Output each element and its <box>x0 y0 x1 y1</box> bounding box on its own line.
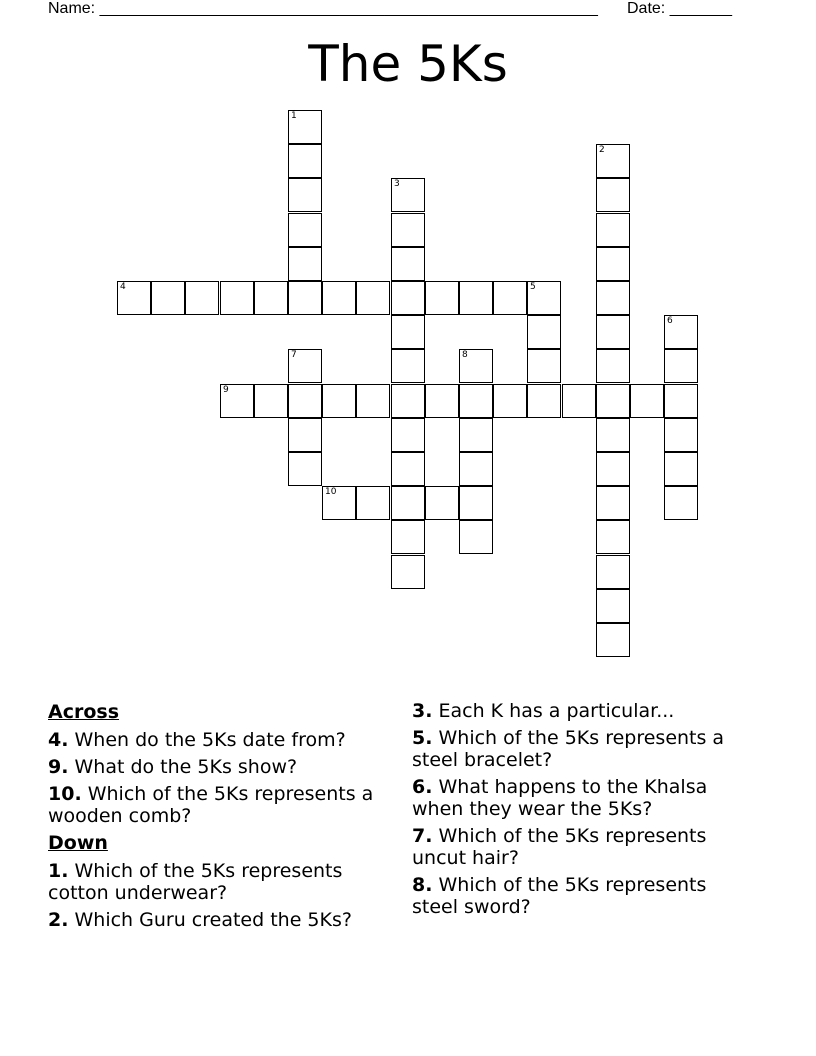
clue-number: 1. <box>48 860 69 882</box>
crossword-cell[interactable] <box>596 520 630 554</box>
clue-number: 2. <box>48 909 69 931</box>
crossword-cell[interactable] <box>185 281 219 315</box>
crossword-cell[interactable] <box>493 384 527 418</box>
clue-text: Which of the 5Ks represents uncut hair? <box>412 825 707 869</box>
crossword-cell[interactable] <box>459 384 493 418</box>
crossword-cell[interactable] <box>391 349 425 383</box>
crossword-cell[interactable] <box>527 349 561 383</box>
clue-text: Which of the 5Ks represents a steel bracelet? <box>412 727 725 771</box>
crossword-cell[interactable] <box>391 555 425 589</box>
clue-number-label: 1 <box>291 111 297 121</box>
crossword-cell[interactable] <box>596 452 630 486</box>
crossword-cell[interactable] <box>356 384 390 418</box>
clue-number-label: 4 <box>120 282 126 292</box>
clue-item <box>412 700 757 722</box>
crossword-cell[interactable] <box>391 178 425 212</box>
clue-number: 6. <box>412 776 433 798</box>
crossword-cell[interactable] <box>220 281 254 315</box>
crossword-cell[interactable] <box>288 213 322 247</box>
crossword-cell[interactable] <box>391 315 425 349</box>
crossword-cell[interactable] <box>596 213 630 247</box>
clues-left-column <box>48 700 393 936</box>
crossword-cell[interactable] <box>596 623 630 657</box>
crossword-cell[interactable] <box>596 486 630 520</box>
clue-item <box>48 783 393 827</box>
name-field-label[interactable]: Name: ________________________________________________________ <box>48 0 598 17</box>
clue-number: 7. <box>412 825 433 847</box>
clue-number: 4. <box>48 729 69 751</box>
clue-item <box>412 727 757 771</box>
clue-text: Which of the 5Ks represents a wooden comb? <box>48 783 374 827</box>
crossword-cell[interactable] <box>562 384 596 418</box>
crossword-cell[interactable] <box>356 281 390 315</box>
crossword-cell[interactable] <box>596 315 630 349</box>
clue-number-label: 2 <box>599 145 605 155</box>
crossword-cell[interactable] <box>391 418 425 452</box>
crossword-cell[interactable] <box>391 452 425 486</box>
page-title: The 5Ks <box>308 35 508 93</box>
crossword-cell[interactable] <box>288 452 322 486</box>
crossword-cell[interactable] <box>220 384 254 418</box>
clue-number-label: 8 <box>462 350 468 360</box>
clue-number-label: 5 <box>530 282 536 292</box>
crossword-cell[interactable] <box>596 555 630 589</box>
crossword-cell[interactable] <box>459 418 493 452</box>
crossword-cell[interactable] <box>356 486 390 520</box>
crossword-cell[interactable] <box>664 315 698 349</box>
crossword-cell[interactable] <box>459 486 493 520</box>
crossword-cell[interactable] <box>459 520 493 554</box>
clue-number-label: 9 <box>223 385 229 395</box>
clue-number-label: 7 <box>291 350 297 360</box>
crossword-cell[interactable] <box>664 486 698 520</box>
clue-text: Which of the 5Ks represents cotton underwear? <box>48 860 343 904</box>
clue-item <box>412 825 757 869</box>
crossword-cell[interactable] <box>288 384 322 418</box>
crossword-cell[interactable] <box>596 384 630 418</box>
clue-text: What happens to the Khalsa when they wear the 5Ks? <box>412 776 708 820</box>
crossword-cell[interactable] <box>117 281 151 315</box>
clue-number-label: 10 <box>325 487 337 497</box>
across-heading: Across <box>48 701 120 723</box>
crossword-cell[interactable] <box>527 315 561 349</box>
crossword-cell[interactable] <box>288 144 322 178</box>
clue-item <box>48 756 393 778</box>
crossword-cell[interactable] <box>664 452 698 486</box>
crossword-cell[interactable] <box>391 213 425 247</box>
clue-text: When do the 5Ks date from? <box>68 729 346 751</box>
crossword-cell[interactable] <box>288 110 322 144</box>
crossword-cell[interactable] <box>596 281 630 315</box>
crossword-cell[interactable] <box>425 486 459 520</box>
crossword-cell[interactable] <box>254 281 288 315</box>
crossword-cell[interactable] <box>288 281 322 315</box>
crossword-cell[interactable] <box>664 349 698 383</box>
crossword-cell[interactable] <box>425 281 459 315</box>
crossword-cell[interactable] <box>322 486 356 520</box>
date-field-label[interactable]: Date: _______ <box>627 0 732 17</box>
crossword-cell[interactable] <box>391 281 425 315</box>
crossword-cell[interactable] <box>459 281 493 315</box>
clue-number-label: 6 <box>667 316 673 326</box>
crossword-cell[interactable] <box>288 178 322 212</box>
crossword-cell[interactable] <box>254 384 288 418</box>
clue-text: Which Guru created the 5Ks? <box>68 909 352 931</box>
clue-number: 9. <box>48 756 69 778</box>
clue-item <box>48 860 393 904</box>
crossword-cell[interactable] <box>322 384 356 418</box>
clue-item <box>412 874 757 918</box>
crossword-cell[interactable] <box>459 452 493 486</box>
crossword-cell[interactable] <box>288 247 322 281</box>
clue-item <box>412 776 757 820</box>
crossword-cell[interactable] <box>527 384 561 418</box>
crossword-cell[interactable] <box>288 418 322 452</box>
crossword-cell[interactable] <box>596 178 630 212</box>
crossword-cell[interactable] <box>288 349 322 383</box>
crossword-cell[interactable] <box>596 144 630 178</box>
crossword-cell[interactable] <box>425 384 459 418</box>
crossword-cell[interactable] <box>322 281 356 315</box>
crossword-cell[interactable] <box>459 349 493 383</box>
crossword-cell[interactable] <box>664 384 698 418</box>
clue-number-label: 3 <box>394 179 400 189</box>
clue-text: Which of the 5Ks represents steel sword? <box>412 874 707 918</box>
clue-text: Each K has a particular... <box>432 700 675 722</box>
clue-number: 8. <box>412 874 433 896</box>
crossword-cell[interactable] <box>493 281 527 315</box>
crossword-cell[interactable] <box>630 384 664 418</box>
clue-text: What do the 5Ks show? <box>68 756 298 778</box>
crossword-cell[interactable] <box>596 418 630 452</box>
clues-right-column <box>412 700 757 923</box>
crossword-cell[interactable] <box>527 281 561 315</box>
clue-number: 10. <box>48 783 82 805</box>
down-heading: Down <box>48 832 108 854</box>
clue-number: 5. <box>412 727 433 749</box>
crossword-cell[interactable] <box>596 589 630 623</box>
crossword-cell[interactable] <box>391 520 425 554</box>
crossword-cell[interactable] <box>391 486 425 520</box>
clue-item <box>48 729 393 751</box>
crossword-cell[interactable] <box>596 247 630 281</box>
crossword-cell[interactable] <box>596 349 630 383</box>
crossword-cell[interactable] <box>151 281 185 315</box>
clue-item <box>48 909 393 931</box>
crossword-cell[interactable] <box>391 247 425 281</box>
clue-number: 3. <box>412 700 433 722</box>
crossword-cell[interactable] <box>664 418 698 452</box>
crossword-cell[interactable] <box>391 384 425 418</box>
down-clue-list <box>48 860 393 931</box>
down-clue-list-continued <box>412 700 757 918</box>
across-clue-list <box>48 729 393 827</box>
